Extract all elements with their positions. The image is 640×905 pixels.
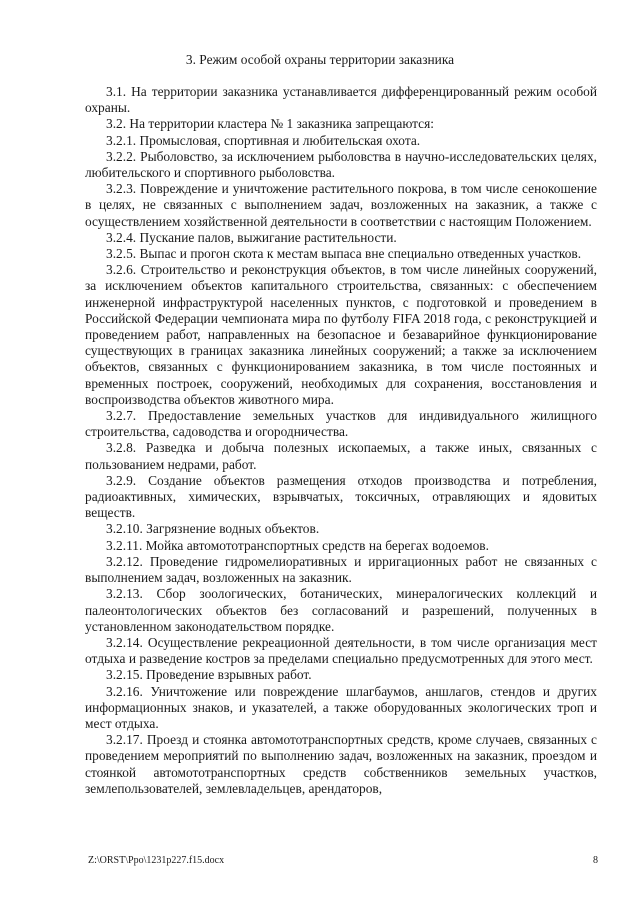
paragraph: 3.2.5. Выпас и прогон скота к местам выпаса вне специально отведенных участков. [106,246,582,262]
paragraph: 3.2.7. Предоставление земельных участков для индивидуального жилищного строительства, садоводства и огородничества. [85,408,597,440]
paragraph: 3.2.3. Повреждение и уничтожение растительного покрова, в том числе сенокошение в целях, не связанных с выполнением задач, возложенных на заказник, а также с осуществлением хозяйственной деятельности в соответствии с настоящим Положением. [85,181,597,229]
page-number: 8 [593,855,598,866]
paragraph: 3.2.11. Мойка автомототранспортных средств на берегах водоемов. [106,537,489,553]
paragraph: 3.2.12. Проведение гидромелиоративных и ирригационных работ не связанных с выполнением задач, возложенных на заказник. [85,553,597,586]
paragraph: 3.2.2. Рыболовство, за исключением рыболовства в научно-исследовательских целях, любительского и спортивного рыболовства. [85,148,597,181]
paragraph: 3.2.4. Пускание палов, выжигание растительности. [106,229,397,245]
paragraph: 3.2.16. Уничтожение или повреждение шлагбаумов, аншлагов, стендов и других информационных знаков, и указателей, а также оборудованных экологических троп и мест отдыха. [85,683,597,731]
document-body [85,84,597,797]
paragraph: 3.2.1. Промысловая, спортивная и любительская охота. [106,132,421,148]
paragraph: 3.2.9. Создание объектов размещения отходов производства и потребления, радиоактивных, химических, взрывчатых, токсичных, отравляющих и ядовитых веществ. [85,472,597,521]
section-title: 3. Режим особой охраны территории заказника [185,52,455,67]
paragraph: 3.2.14. Осуществление рекреационной деятельности, в том числе организация мест отдыха и разведение костров за пределами специально предусмотренных для этого мест. [85,634,597,667]
paragraph: 3.2.10. Загрязнение водных объектов. [106,521,320,537]
paragraph: 3.2.17. Проезд и стоянка автомототранспортных средств, кроме случаев, связанных с проведением мероприятий по выполнению задач, возложенных на заказник, проездом и стоянкой автомототранспортных средств собственников земельных участков, землепользователей, землевладельцев, арендаторов, [85,732,597,796]
paragraph: 3.2.13. Сбор зоологических, ботанических, минералогических коллекций и палеонтологических объектов без согласований и разрешений, полученных в установленном законодательством порядке. [85,586,597,634]
paragraph: 3.1. На территории заказника устанавливается дифференцированный режим особой охраны. [85,84,597,116]
paragraph: 3.2.8. Разведка и добыча полезных ископаемых, а также иных, связанных с пользованием недрами, работ. [85,440,597,472]
footer-file-path: Z:\ORST\Ppo\1231p227.f15.docx [88,855,225,866]
paragraph: 3.2.15. Проведение взрывных работ. [106,667,312,683]
paragraph: 3.2.6. Строительство и реконструкция объектов, в том числе линейных сооружений, за исключением объектов капитального строительства, связанных: с обеспечением инженерной инфраструктурой населенных пунктов, с подготовкой и проведением в Российской Федерации чемпионата мира по футболу FIFA 2018 года, с реконструкцией и проведением работ, направленных на безопасное и безаварийное функционирование существующих в границах заказника линейных сооружений; а также за исключением объектов, связанных с функционированием заказника, в том числе постоянных и временных построек, сооружений, необходимых для сохранения, восстановления и воспроизводства объектов животного мира. [85,262,597,407]
paragraph: 3.2. На территории кластера № 1 заказника запрещаются: [106,116,434,132]
